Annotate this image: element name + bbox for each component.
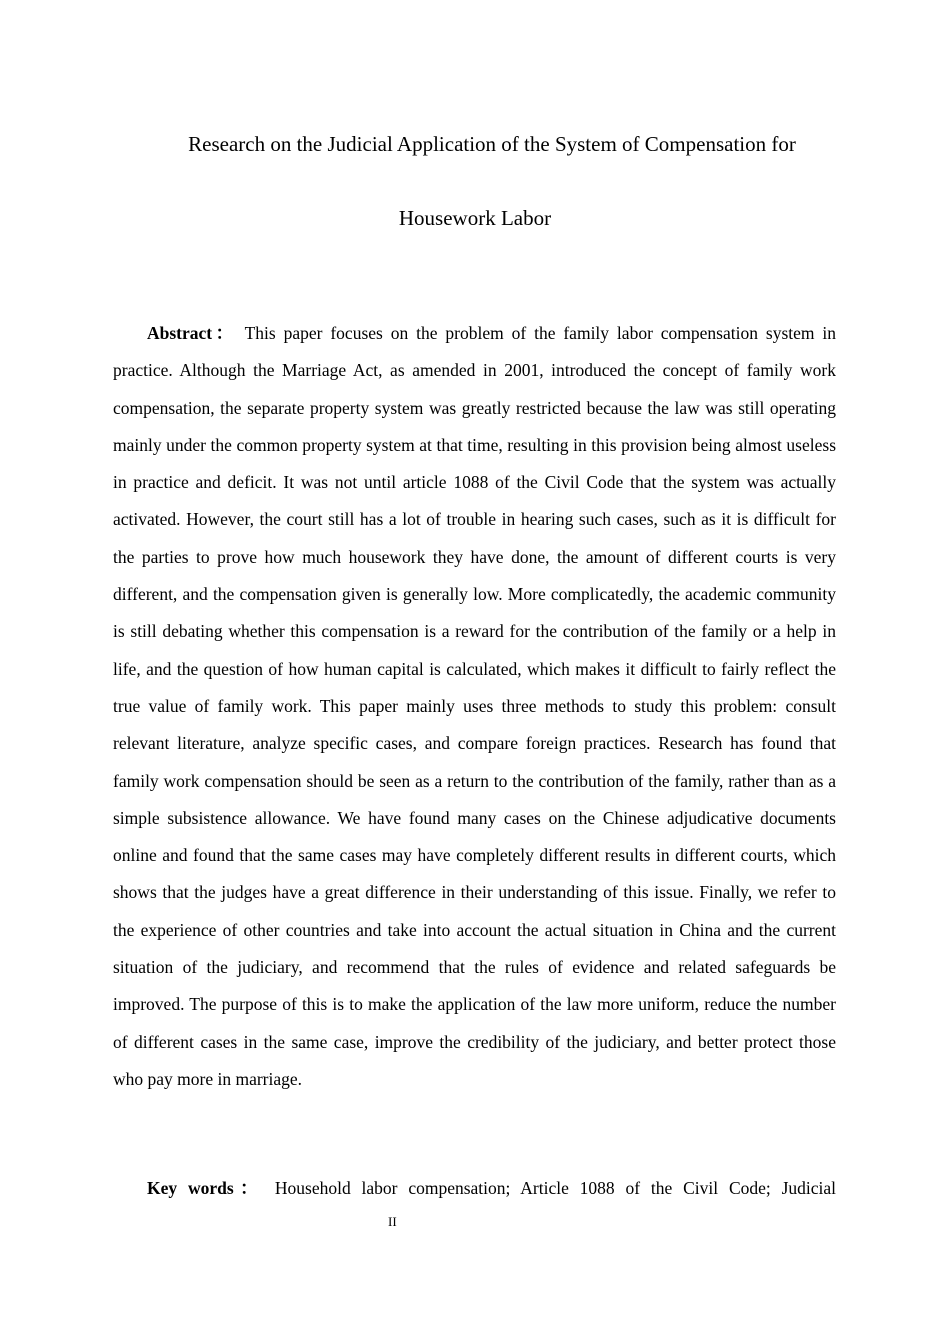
keywords-text: Household labor compensation; Article 1088 of the Civil Code; Judicial (274, 1178, 836, 1198)
abstract-paragraph (113, 315, 836, 1098)
abstract-label: Abstract： (147, 323, 237, 343)
keywords-paragraph (113, 1170, 836, 1207)
page-number: II (388, 1214, 397, 1229)
keywords-label: Key words： (147, 1178, 265, 1198)
paper-title-line-1: Research on the Judicial Application of the System of Compensation for (188, 132, 796, 156)
abstract-text: This paper focuses on the problem of the family labor compensation system in practice. Although the Marriage Act, as amended in 2001, introduced the concept of family work compensation, the separate property system was greatly restricted because the law was still operating mainly under the common property system at that time, resulting in this provision being almost useless in practice and deficit. It was not until article 1088 of the Civil Code that the system was actually activated. However, the court still has a lot of trouble in hearing such cases, such as it is difficult for the parties to prove how much housework they have done, the amount of different courts is very different, and the compensation given is generally low. More complicatedly, the academic community is still debating whether this compensation is a reward for the contribution of the family or a help in life, and the question of how human capital is calculated, which makes it difficult to fairly reflect the true value of family work. This paper mainly uses three methods to study this problem: consult relevant literature, analyze specific cases, and compare foreign practices. Research has found that family work compensation should be seen as a return to the contribution of the family, rather than as a simple subsistence allowance. We have found many cases on the Chinese adjudicative documents online and found that the same cases may have completely different results in different courts, which shows that the judges have a great difference in their understanding of this issue. Finally, we refer to the experience of other countries and take into account the actual situation in China and the current situation of the judiciary, and recommend that the rules of evidence and related safeguards be improved. The purpose of this is to make the application of the law more uniform, reduce the number of different cases in the same case, improve the credibility of the judiciary, and better protect those who pay more in marriage. (113, 323, 837, 1089)
paper-title-line-2: Housework Labor (398, 206, 552, 230)
